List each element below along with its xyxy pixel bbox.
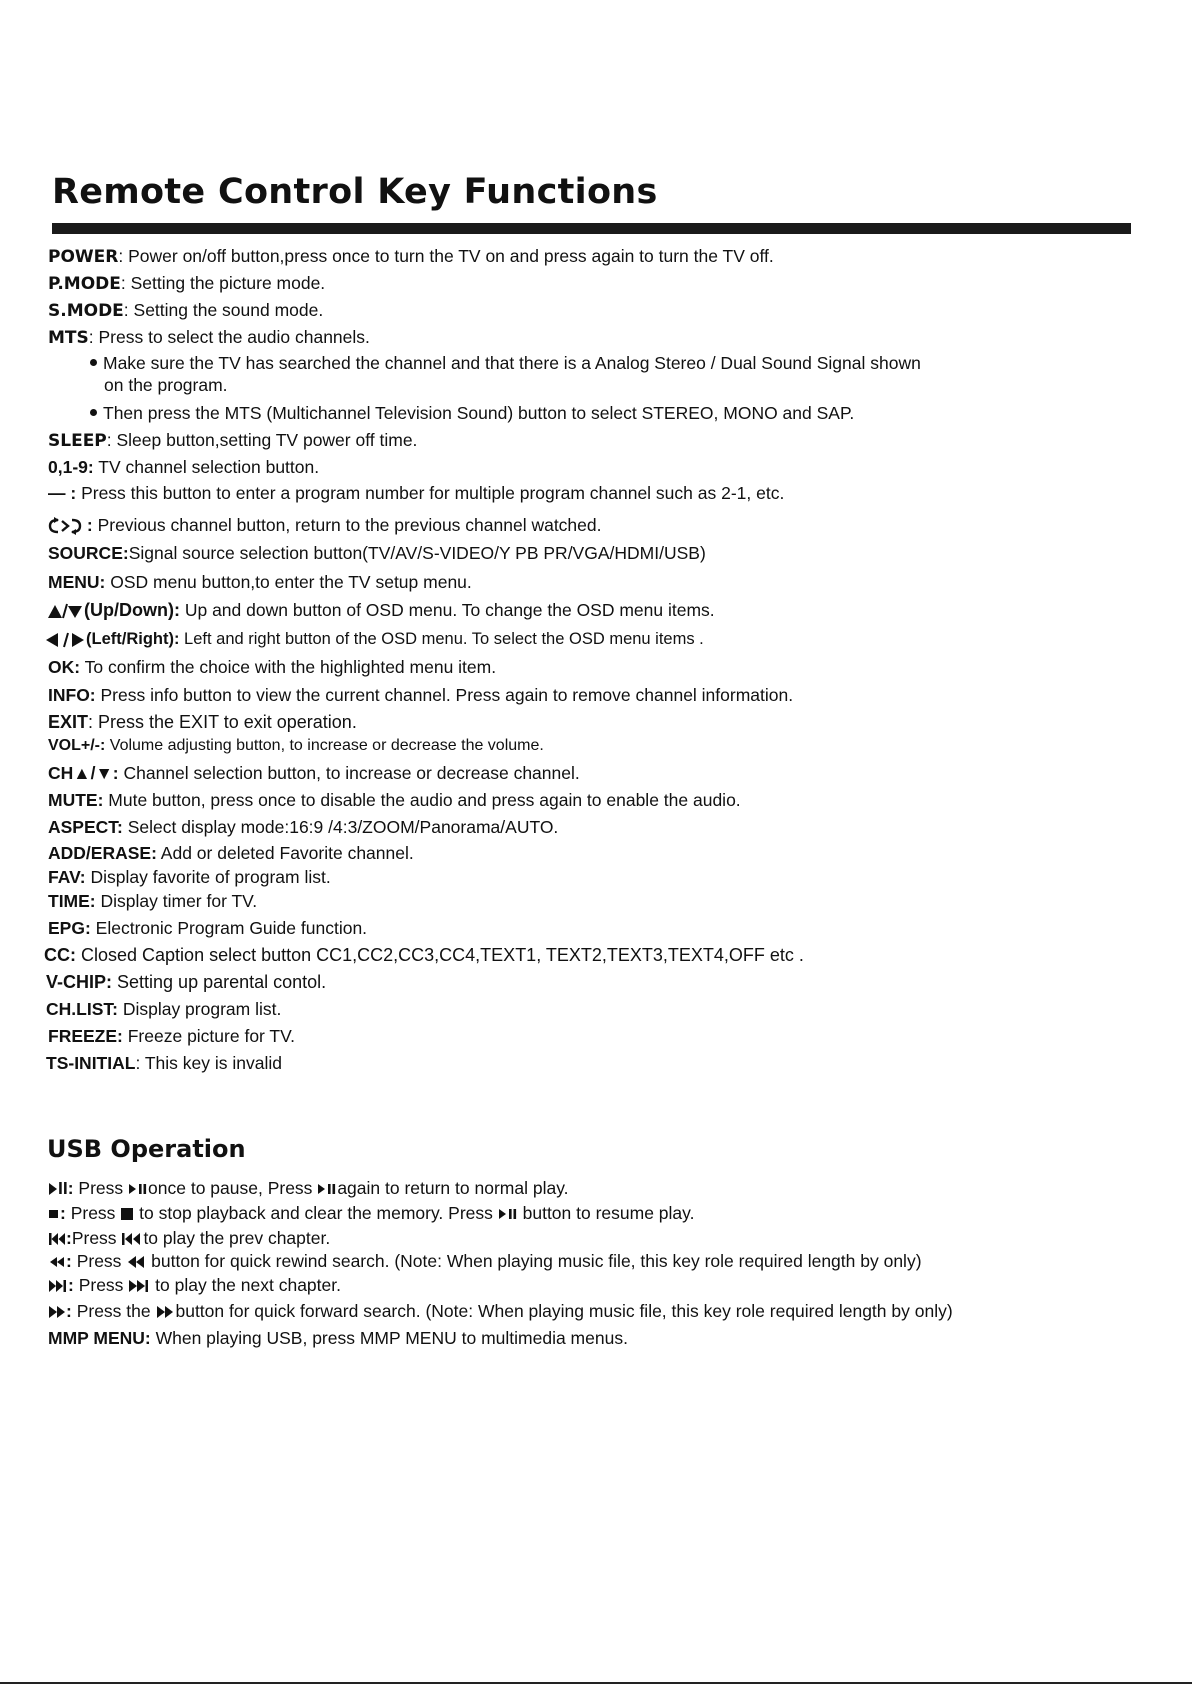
desc-mute: Mute button, press once to disable the audio and press again to enable the audio. — [103, 790, 741, 810]
row-mute — [48, 789, 741, 811]
key-usb-rew: : — [66, 1251, 72, 1271]
key-digits: 0,1-9: — [48, 457, 94, 477]
row-chlist — [46, 998, 281, 1020]
key-chlist: CH.LIST: — [46, 999, 118, 1019]
row-usb-stop — [48, 1202, 694, 1224]
key-time: TIME: — [48, 891, 96, 911]
row-dash — [48, 482, 784, 504]
key-recall: : — [82, 515, 93, 535]
stop-icon — [48, 1208, 60, 1220]
usb-mmp-desc: When playing USB, press MMP MENU to multimedia menus. — [150, 1328, 628, 1348]
usb-stop-a: Press — [65, 1203, 121, 1223]
desc-cc: Closed Caption select button CC1,CC2,CC3,CC4,TEXT1, TEXT2,TEXT3,TEXT4,OFF etc . — [76, 945, 804, 965]
key-usb-prev: : — [66, 1228, 72, 1248]
previous-chapter-icon — [121, 1232, 143, 1246]
key-freeze: FREEZE: — [48, 1026, 123, 1046]
row-usb-mmp — [48, 1327, 628, 1349]
key-power: POWER — [48, 247, 119, 267]
row-recall — [48, 514, 602, 536]
key-leftright: (Left/Right): — [86, 630, 180, 648]
key-adderase: ADD/ERASE: — [48, 843, 157, 863]
mts-bullet-1a: Make sure the TV has searched the channel and that there is a Analog Stereo / Dual Sound Signal shown — [103, 353, 921, 373]
key-smode: S.MODE — [48, 301, 124, 321]
desc-exit: : Press the EXIT to exit operation. — [88, 712, 357, 732]
key-dash: — : — [48, 483, 77, 503]
key-tsinitial: TS-INITIAL — [46, 1053, 136, 1073]
desc-updown: Up and down button of OSD menu. To change the OSD menu items. — [179, 600, 715, 620]
row-usb-next — [48, 1274, 341, 1296]
title-rule — [52, 223, 1131, 234]
bullet-icon — [90, 359, 97, 366]
row-fav — [48, 866, 331, 888]
key-vchip: V-CHIP: — [46, 972, 113, 992]
key-fav: FAV: — [48, 867, 86, 887]
key-pmode: P.MODE — [48, 274, 121, 294]
next-chapter-icon — [128, 1278, 150, 1294]
desc-digits: TV channel selection button. — [93, 457, 320, 477]
fast-forward-icon — [155, 1305, 175, 1319]
key-info: INFO: — [48, 685, 96, 705]
up-down-arrow-icon — [46, 602, 84, 620]
desc-ok: To confirm the choice with the highlighted menu item. — [80, 657, 497, 677]
row-time — [48, 890, 257, 912]
row-power — [48, 245, 774, 268]
row-exit — [48, 711, 357, 733]
desc-fav: Display favorite of program list. — [85, 867, 331, 887]
row-ch — [48, 762, 580, 784]
usb-play-b: once to pause, Press — [148, 1178, 318, 1198]
key-usb-play: II: — [58, 1178, 74, 1198]
key-updown: (Up/Down): — [84, 600, 180, 620]
row-info — [48, 684, 793, 706]
row-menu — [48, 571, 472, 593]
key-source: SOURCE: — [48, 543, 129, 563]
previous-chapter-icon — [48, 1232, 66, 1246]
desc-sleep: : Sleep button,setting TV power off time. — [106, 430, 418, 450]
desc-dash: Press this button to enter a program number for multiple program channel such as 2-1, etc. — [76, 483, 785, 503]
key-aspect: ASPECT: — [48, 817, 123, 837]
row-source — [48, 542, 706, 564]
rewind-icon — [126, 1255, 146, 1269]
desc-aspect: Select display mode:16:9 /4:3/ZOOM/Panorama/AUTO. — [122, 817, 559, 837]
desc-vol: Volume adjusting button, to increase or decrease the volume. — [105, 737, 544, 754]
left-right-arrow-icon — [44, 631, 86, 649]
key-menu: MENU: — [48, 572, 106, 592]
desc-power: : Power on/off button,press once to turn the TV on and press again to turn the TV off. — [118, 246, 774, 266]
key-usb-mmp: MMP MENU: — [48, 1328, 151, 1348]
bullet-icon — [90, 409, 97, 416]
usb-prev-a: Press — [71, 1228, 122, 1248]
row-adderase — [48, 842, 414, 864]
desc-recall: Previous channel button, return to the previous channel watched. — [92, 515, 602, 535]
row-sleep — [48, 429, 417, 452]
row-aspect — [48, 816, 558, 838]
recall-icon — [48, 516, 82, 536]
row-smode — [48, 299, 323, 322]
rewind-icon — [48, 1255, 66, 1269]
usb-stop-b: to stop playback and clear the memory. Press — [134, 1203, 498, 1223]
usb-rew-b: button for quick rewind search. (Note: When playing music file, this key role required length by only) — [146, 1251, 922, 1271]
key-mute: MUTE: — [48, 790, 104, 810]
play-pause-icon — [128, 1182, 148, 1196]
desc-info: Press info button to view the current channel. Press again to remove channel information. — [95, 685, 794, 705]
row-mts-bullet-2 — [90, 402, 854, 424]
mts-bullet-1b: on the program. — [104, 375, 228, 395]
play-pause-icon — [317, 1182, 337, 1196]
row-cc — [44, 944, 804, 966]
row-usb-prev — [48, 1227, 330, 1249]
usb-stop-c: button to resume play. — [517, 1203, 695, 1223]
usb-next-a: Press — [73, 1275, 129, 1295]
row-usb-ff — [48, 1300, 953, 1322]
desc-menu: OSD menu button,to enter the TV setup menu. — [105, 572, 472, 592]
key-sleep: SLEEP — [48, 431, 107, 451]
usb-prev-b: to play the prev chapter. — [143, 1228, 331, 1248]
key-usb-next: : — [68, 1275, 74, 1295]
row-vchip — [46, 971, 326, 993]
key-exit: EXIT — [48, 712, 89, 732]
row-pmode — [48, 272, 325, 295]
desc-tsinitial: : This key is invalid — [135, 1053, 282, 1073]
row-mts — [48, 326, 370, 349]
page-title: Remote Control Key Functions — [52, 172, 658, 212]
usb-play-a: Press — [73, 1178, 129, 1198]
row-freeze — [48, 1025, 295, 1047]
key-ch: CH▲/▼: — [48, 763, 119, 783]
row-epg — [48, 917, 367, 939]
desc-source: Signal source selection button(TV/AV/S-VIDEO/Y PB PR/VGA/HDMI/USB) — [128, 543, 706, 563]
mts-bullet-2: Then press the MTS (Multichannel Television Sound) button to select STEREO, MONO and SAP. — [103, 403, 855, 423]
fast-forward-icon — [48, 1304, 66, 1320]
row-usb-rew — [48, 1250, 922, 1272]
key-cc: CC: — [44, 945, 76, 965]
desc-pmode: : Setting the picture mode. — [120, 273, 326, 293]
row-vol — [48, 735, 544, 757]
row-usb-play — [48, 1177, 569, 1199]
usb-section-title: USB Operation — [47, 1135, 246, 1163]
row-leftright — [44, 628, 704, 650]
usb-next-b: to play the next chapter. — [150, 1275, 341, 1295]
stop-icon — [120, 1207, 134, 1221]
row-tsinitial — [46, 1052, 282, 1074]
desc-epg: Electronic Program Guide function. — [90, 918, 368, 938]
usb-ff-b: button for quick forward search. (Note: When playing music file, this key role required length by only) — [175, 1301, 953, 1321]
desc-mts: : Press to select the audio channels. — [88, 327, 370, 347]
row-mts-bullet-1b — [104, 374, 228, 396]
key-epg: EPG: — [48, 918, 91, 938]
key-usb-stop: : — [60, 1203, 66, 1223]
desc-ch: Channel selection button, to increase or decrease channel. — [118, 763, 580, 783]
row-ok — [48, 656, 496, 678]
key-ok: OK: — [48, 657, 81, 677]
key-mts: MTS — [48, 328, 89, 348]
desc-adderase: Add or deleted Favorite channel. — [156, 843, 414, 863]
play-pause-icon — [498, 1207, 518, 1221]
key-vol: VOL+/-: — [48, 737, 106, 754]
usb-play-c: again to return to normal play. — [337, 1178, 569, 1198]
desc-freeze: Freeze picture for TV. — [122, 1026, 296, 1046]
desc-chlist: Display program list. — [117, 999, 282, 1019]
play-pause-icon — [48, 1182, 58, 1196]
row-mts-bullet-1 — [90, 352, 921, 374]
bottom-edge-line — [0, 1682, 1192, 1684]
row-updown — [46, 599, 715, 621]
row-digits — [48, 456, 319, 478]
next-chapter-icon — [48, 1278, 68, 1294]
usb-ff-a: Press the — [71, 1301, 156, 1321]
usb-rew-a: Press — [71, 1251, 127, 1271]
desc-vchip: Setting up parental contol. — [112, 972, 327, 992]
desc-leftright: Left and right button of the OSD menu. To select the OSD menu items . — [179, 630, 704, 648]
desc-time: Display timer for TV. — [95, 891, 258, 911]
key-usb-ff: : — [66, 1301, 72, 1321]
desc-smode: : Setting the sound mode. — [123, 300, 324, 320]
